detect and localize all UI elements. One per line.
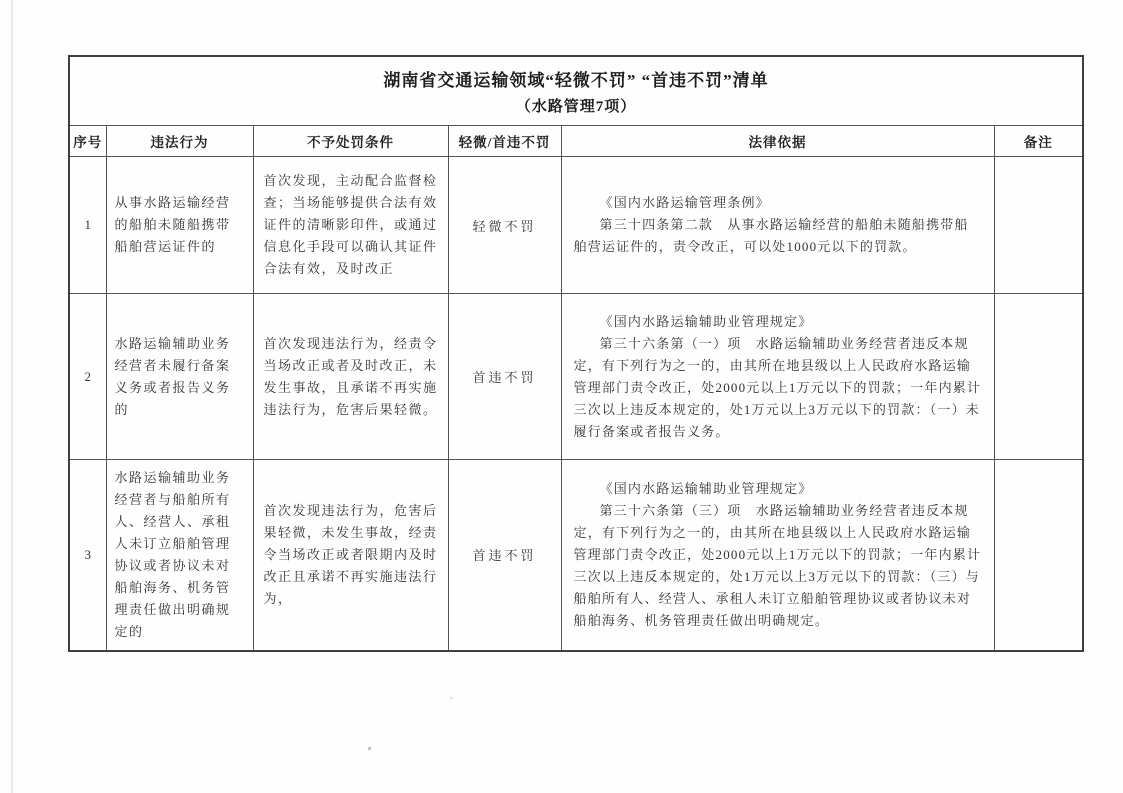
column-header-condition: 不予处罚条件 [253, 126, 448, 157]
condition-text: 首次发现，主动配合监督检查；当场能够提供合法有效证件的清晰影印件，或通过信息化手段可以确认其证件合法有效，及时改正 [263, 173, 438, 276]
table-row-2 [69, 294, 1083, 460]
table-row-1 [69, 157, 1083, 294]
table-row-3 [69, 460, 1083, 651]
cell-behavior [106, 157, 253, 294]
document-subtitle: （水路管理7项） [515, 99, 637, 115]
cell-condition [253, 294, 448, 460]
title-cell [69, 56, 1083, 126]
cell-index: 2 [69, 294, 106, 460]
title-row [69, 56, 1083, 126]
legal-title: 《国内水路运输管理条例》 [599, 195, 770, 210]
column-header-remark: 备注 [994, 126, 1083, 157]
regulation-table [68, 55, 1084, 652]
cell-legal-basis [561, 460, 994, 651]
cell-remark [994, 460, 1083, 651]
scan-artifact-speck [450, 697, 453, 699]
cell-type: 首违不罚 [448, 460, 561, 651]
cell-behavior [106, 460, 253, 651]
cell-legal-basis [561, 157, 994, 294]
legal-title: 《国内水路运输辅助业管理规定》 [599, 480, 813, 496]
scan-artifact-speck [368, 747, 371, 750]
cell-condition [253, 460, 448, 651]
legal-body: 第三十六条第（三）项 水路运输辅助业务经营者违反本规定，有下列行为之一的，由其所在地县级以上人民政府水路运输管理部门责令改正，处2000元以上1万元以下的罚款；一年内累计三次以上违反本规定的，处1万元以上3万元以下的罚款：（三）与船舶所有人、经营人、承租人未订立船舶管理协议或者协议未对船舶海务、机务管理责任做出明确规定。 [573, 502, 982, 628]
legal-body: 第三十四条第二款 从事水路运输经营的船舶未随船携带船舶营运证件的，责令改正，可以处1000元以下的罚款。 [573, 217, 969, 254]
scan-artifact-line [11, 0, 13, 793]
cell-index: 3 [69, 460, 106, 651]
cell-remark [994, 157, 1083, 294]
cell-legal-basis [561, 294, 994, 460]
cell-type: 首违不罚 [448, 294, 561, 460]
condition-text: 首次发现违法行为，经责令当场改正或者及时改正，未发生事故，且承诺不再实施违法行为，危害后果轻微。 [263, 335, 438, 417]
cell-type: 轻微不罚 [448, 157, 561, 294]
behavior-text: 从事水路运输经营的船舶未随船携带船舶营运证件的 [114, 195, 231, 254]
column-header-index: 序号 [69, 126, 106, 157]
cell-condition [253, 157, 448, 294]
cell-index: 1 [69, 157, 106, 294]
behavior-text: 水路运输辅助业务经营者未履行备案义务或者报告义务的 [114, 335, 231, 417]
cell-behavior [106, 294, 253, 460]
column-header-type: 轻微/首违不罚 [448, 126, 561, 157]
column-header-row [69, 126, 1083, 157]
document-title: 湖南省交通运输领域“轻微不罚” “首违不罚”清单 [383, 71, 769, 90]
behavior-text: 水路运输辅助业务经营者与船舶所有人、经营人、承租人未订立船舶管理协议或者协议未对船舶海务、机务管理责任做出明确规定的 [114, 469, 231, 639]
column-header-behavior: 违法行为 [106, 126, 253, 157]
legal-title: 《国内水路运输辅助业管理规定》 [599, 313, 813, 329]
condition-text: 首次发现违法行为，危害后果轻微，未发生事故，经责令当场改正或者限期内及时改正且承诺不再实施违法行为， [263, 502, 438, 606]
column-header-legal-basis: 法律依据 [561, 126, 994, 157]
cell-remark [994, 294, 1083, 460]
legal-body: 第三十六条第（一）项 水路运输辅助业务经营者违反本规定，有下列行为之一的，由其所在地县级以上人民政府水路运输管理部门责令改正，处2000元以上1万元以下的罚款；一年内累计三次以上违反本规定的，处1万元以上3万元以下的罚款：（一）未履行备案或者报告义务。 [573, 335, 982, 439]
